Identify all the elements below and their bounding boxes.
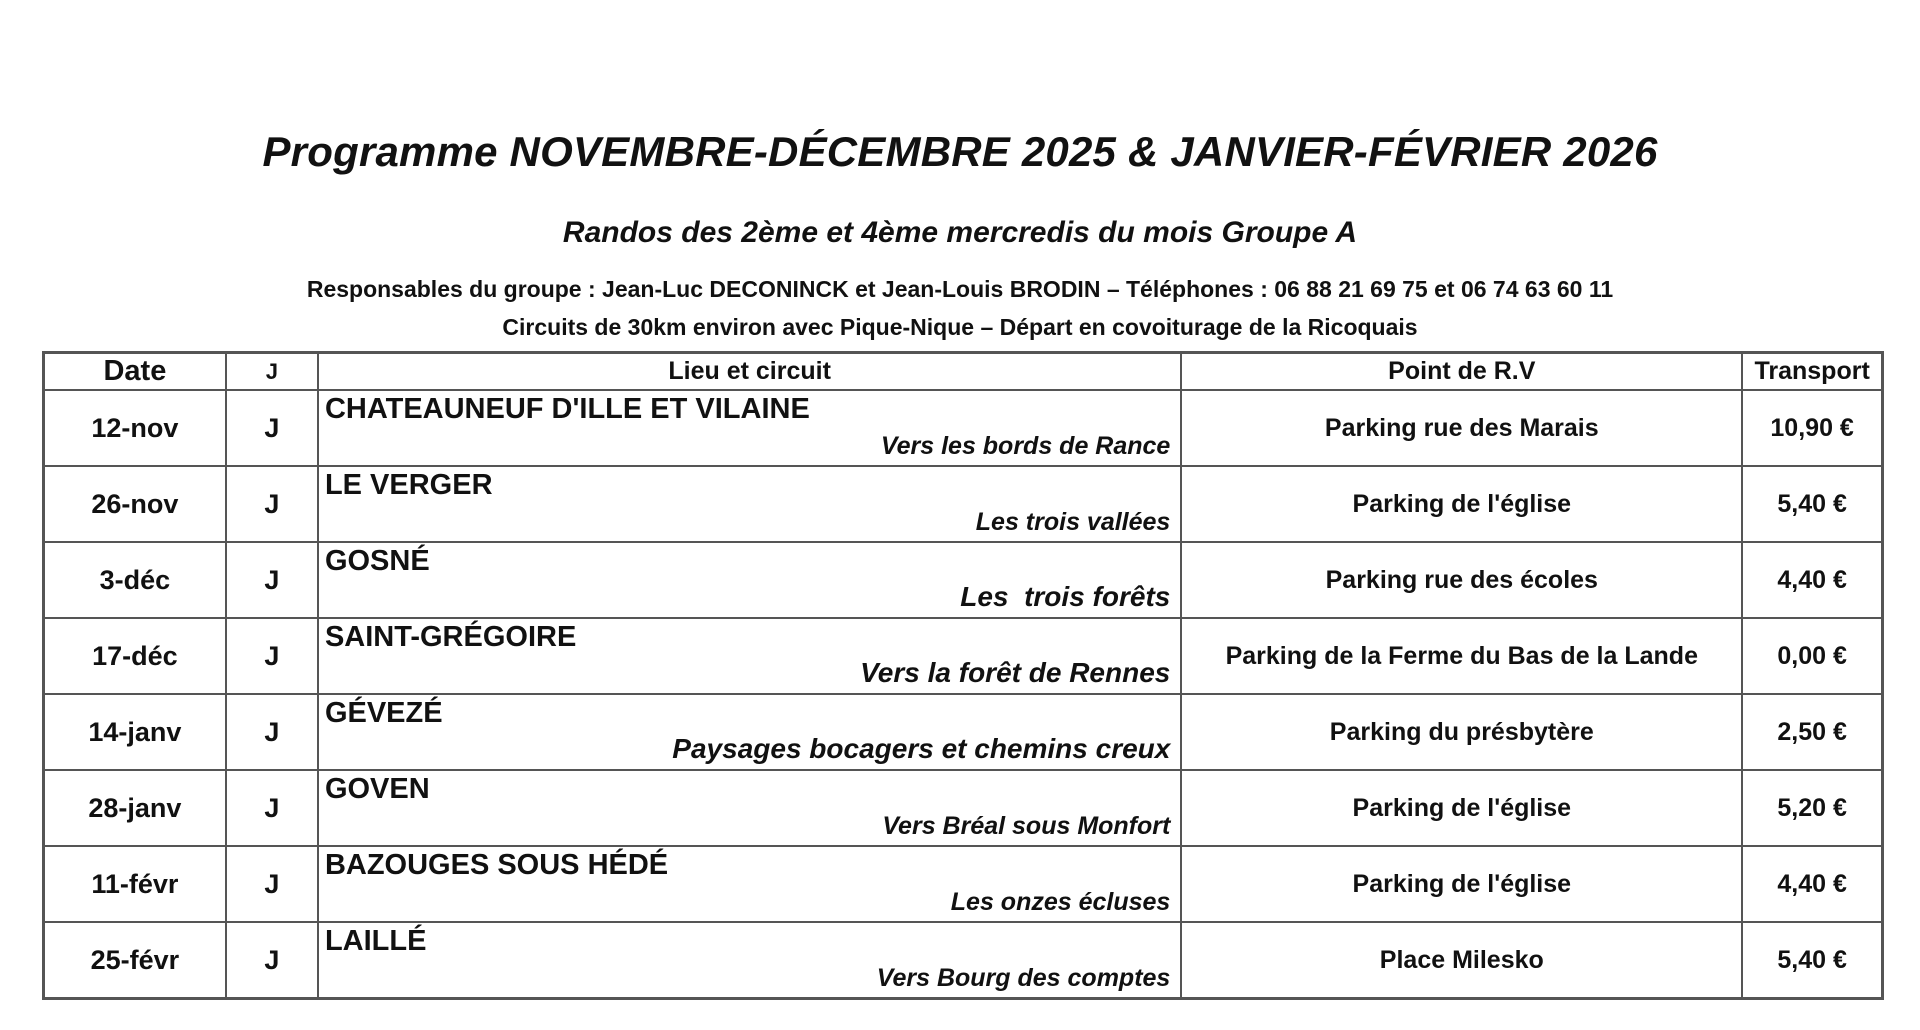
table-row <box>44 922 1883 999</box>
row-lieu-cell <box>318 466 1181 542</box>
row-j: J <box>226 390 318 466</box>
row-circuit: Vers la forêt de Rennes <box>860 657 1171 688</box>
row-point: Parking de l'église <box>1181 846 1742 922</box>
row-date: 26-nov <box>44 466 226 542</box>
row-transport: 5,20 € <box>1742 770 1882 846</box>
row-j: J <box>226 770 318 846</box>
row-lieu-cell <box>318 618 1181 694</box>
table-row <box>44 846 1883 922</box>
row-j: J <box>226 694 318 770</box>
page-subtitle: Randos des 2ème et 4ème mercredis du mois Groupe A <box>562 216 1358 249</box>
row-circuit: Paysages bocagers et chemins creux <box>672 733 1171 764</box>
row-point: Parking du présbytère <box>1181 694 1742 770</box>
row-date: 17-déc <box>44 618 226 694</box>
row-date: 11-févr <box>44 846 226 922</box>
header-point: Point de R.V <box>1181 353 1742 391</box>
row-lieu-name: BAZOUGES SOUS HÉDÉ <box>324 849 669 881</box>
row-j: J <box>226 618 318 694</box>
row-transport: 0,00 € <box>1742 618 1882 694</box>
table-row <box>44 618 1883 694</box>
header-j: J <box>226 353 318 391</box>
row-date: 14-janv <box>44 694 226 770</box>
row-lieu-name: GÉVEZÉ <box>324 697 443 729</box>
row-circuit: Les onzes écluses <box>950 888 1171 916</box>
row-transport: 4,40 € <box>1742 542 1882 618</box>
row-lieu-name: GOVEN <box>324 773 430 805</box>
row-lieu-cell <box>318 846 1181 922</box>
circuit-info: Circuits de 30km environ avec Pique-Nique – Départ en covoiturage de la Ricoquais <box>502 314 1418 340</box>
row-date: 28-janv <box>44 770 226 846</box>
table-row <box>44 466 1883 542</box>
row-date: 3-déc <box>44 542 226 618</box>
row-circuit: Les trois forêts <box>960 581 1171 612</box>
row-transport: 10,90 € <box>1742 390 1882 466</box>
row-point: Parking de l'église <box>1181 770 1742 846</box>
row-lieu-name: LAILLÉ <box>324 925 427 957</box>
group-contacts: Responsables du groupe : Jean-Luc DECONINCK et Jean-Louis BRODIN – Téléphones : 06 88 21 69 75 et 06 74 63 60 11 <box>306 276 1614 302</box>
page-title: Programme NOVEMBRE-DÉCEMBRE 2025 & JANVIER-FÉVRIER 2026 <box>262 128 1658 175</box>
row-j: J <box>226 542 318 618</box>
row-lieu-cell <box>318 542 1181 618</box>
row-lieu-cell <box>318 694 1181 770</box>
header-transport: Transport <box>1742 353 1882 391</box>
row-date: 25-févr <box>44 922 226 999</box>
program-table <box>42 351 1884 1000</box>
row-date: 12-nov <box>44 390 226 466</box>
row-point: Parking de l'église <box>1181 466 1742 542</box>
row-point: Parking rue des écoles <box>1181 542 1742 618</box>
row-circuit: Vers Bréal sous Monfort <box>882 812 1171 840</box>
header-date: Date <box>44 353 226 391</box>
table-header-row <box>44 353 1883 391</box>
table-row <box>44 542 1883 618</box>
row-lieu-cell <box>318 770 1181 846</box>
row-lieu-cell <box>318 922 1181 999</box>
row-point: Place Milesko <box>1181 922 1742 999</box>
row-point: Parking de la Ferme du Bas de la Lande <box>1181 618 1742 694</box>
row-lieu-cell <box>318 390 1181 466</box>
row-j: J <box>226 846 318 922</box>
row-j: J <box>226 922 318 999</box>
row-lieu-name: CHATEAUNEUF D'ILLE ET VILAINE <box>324 393 810 425</box>
row-transport: 2,50 € <box>1742 694 1882 770</box>
header-lieu: Lieu et circuit <box>318 353 1181 391</box>
row-j: J <box>226 466 318 542</box>
row-transport: 5,40 € <box>1742 922 1882 999</box>
row-lieu-name: SAINT-GRÉGOIRE <box>324 621 577 653</box>
row-transport: 4,40 € <box>1742 846 1882 922</box>
row-transport: 5,40 € <box>1742 466 1882 542</box>
row-circuit: Vers les bords de Rance <box>880 432 1171 460</box>
table-row <box>44 694 1883 770</box>
table-row <box>44 770 1883 846</box>
row-lieu-name: LE VERGER <box>324 469 493 501</box>
row-point: Parking rue des Marais <box>1181 390 1742 466</box>
row-lieu-name: GOSNÉ <box>324 545 430 577</box>
row-circuit: Les trois vallées <box>975 508 1171 536</box>
table-row <box>44 390 1883 466</box>
row-circuit: Vers Bourg des comptes <box>876 964 1171 992</box>
